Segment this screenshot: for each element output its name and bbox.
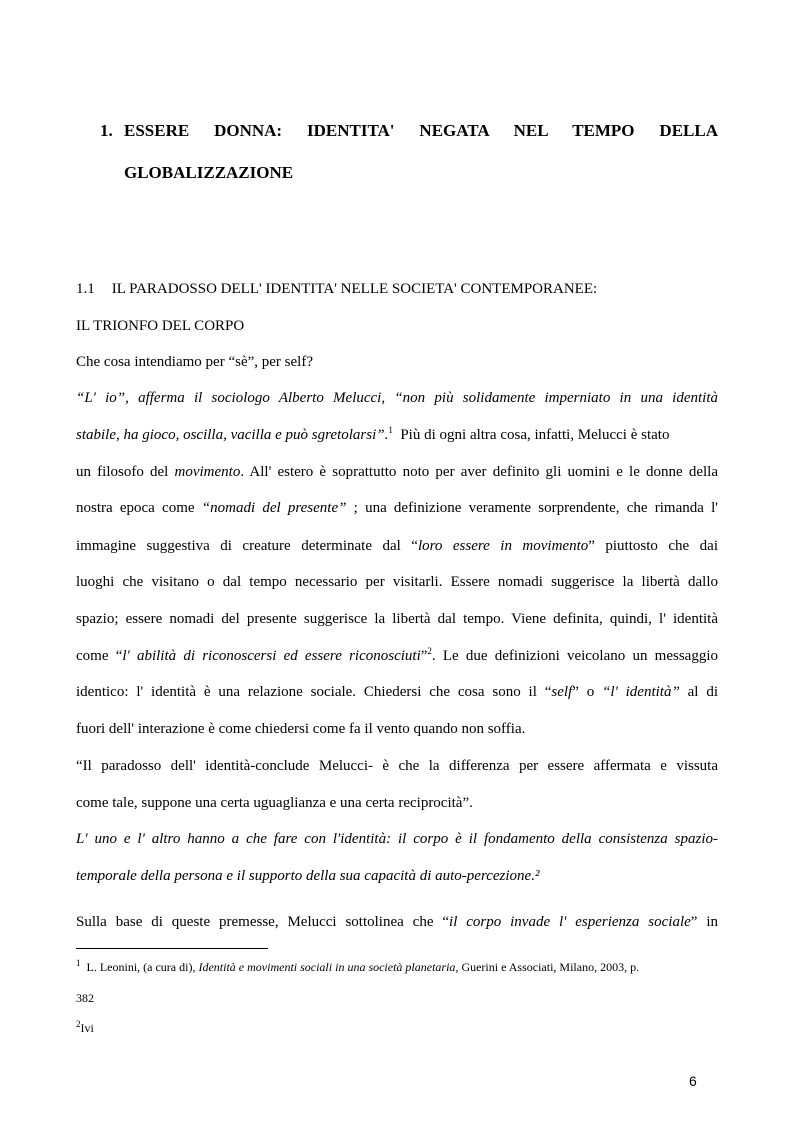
chapter-heading-line-1: [100, 121, 718, 141]
body-line-6: immagine suggestiva di creature determinate dal “loro essere in movimento” piuttosto che dai: [76, 538, 718, 554]
section-number: 1.1: [76, 281, 95, 297]
body-line-9: come “l' abilità di riconoscersi ed essere riconosciuti”$^2$. Le due definizioni veicolano un messaggio: [76, 646, 719, 664]
body-line-11: fuori dell' interazione è come chiedersi come fa il vento quando non soffia.: [76, 721, 526, 737]
body-line-2: [76, 390, 718, 407]
footnote-1: $^1$ L. Leonini, (a cura di), Identità e movimenti sociali in una società planetaria, Guerini e Associati, Milano, 2003, p.: [76, 958, 640, 974]
section-title-line-2: IL TRIONFO DEL CORPO: [76, 318, 245, 334]
body-line-4: un filosofo del movimento. All' estero è soprattutto noto per aver definito gli uomini e le donne della: [76, 464, 718, 480]
chapter-title-line-2: GLOBALIZZAZIONE: [124, 163, 294, 182]
body-line-8: spazio; essere nomadi del presente suggerisce la libertà dal tempo. Viene definita, quindi, l' identità: [76, 611, 718, 627]
body-line-12: “Il paradosso dell' identità-conclude Melucci- è che la differenza per essere affermata e vissuta: [76, 758, 718, 774]
body-line-14: L' uno e l' altro hanno a che fare con l'identità: il corpo è il fondamento della consistenza spazio-: [76, 831, 718, 847]
footnote-ref-1: 1: [388, 425, 393, 435]
footnote-1-continued: 382: [76, 991, 94, 1005]
quote-text: “L' io”, afferma il sociologo Alberto Melucci, “non più solidamente imperniato in una identità: [76, 390, 718, 406]
footnote-separator: [76, 948, 268, 949]
chapter-title: ESSERE DONNA: IDENTITA' NEGATA NEL TEMPO DELLA: [124, 121, 718, 140]
body-line-13: come tale, suppone una certa uguaglianza e una certa reciprocità”.: [76, 795, 473, 811]
section-title: IL PARADOSSO DELL' IDENTITA' NELLE SOCIETA' CONTEMPORANEE:: [111, 281, 598, 297]
body-line-10: identico: l' identità è una relazione sociale. Chiedersi che cosa sono il “self” o “l' identità” al di: [76, 684, 718, 700]
footnote-ref-2: 2: [427, 646, 432, 656]
body-line-3: stabile, ha gioco, oscilla, vacilla e può sgretolarsi”.$^1$ Più di ogni altra cosa, infatti, Melucci è stato: [76, 425, 670, 443]
body-line-15: temporale della persona e il supporto della sua capacità di auto-percezione.²: [76, 868, 540, 884]
body-line-5: nostra epoca come “nomadi del presente” ; una definizione veramente sorprendente, che rimanda l': [76, 500, 718, 516]
chapter-number: 1.: [100, 121, 113, 140]
section-heading: [76, 281, 718, 298]
body-line-1: Che cosa intendiamo per “sè”, per self?: [76, 354, 313, 370]
body-line-7: luoghi che visitano o dal tempo necessario per visitarli. Essere nomadi suggerisce la libertà dallo: [76, 574, 718, 590]
body-line-16: Sulla base di queste premesse, Melucci sottolinea che “il corpo invade l' esperienza sociale” in: [76, 914, 718, 930]
footnote-2: $^2$Ivi: [76, 1019, 94, 1035]
page-number: 6: [689, 1073, 697, 1089]
